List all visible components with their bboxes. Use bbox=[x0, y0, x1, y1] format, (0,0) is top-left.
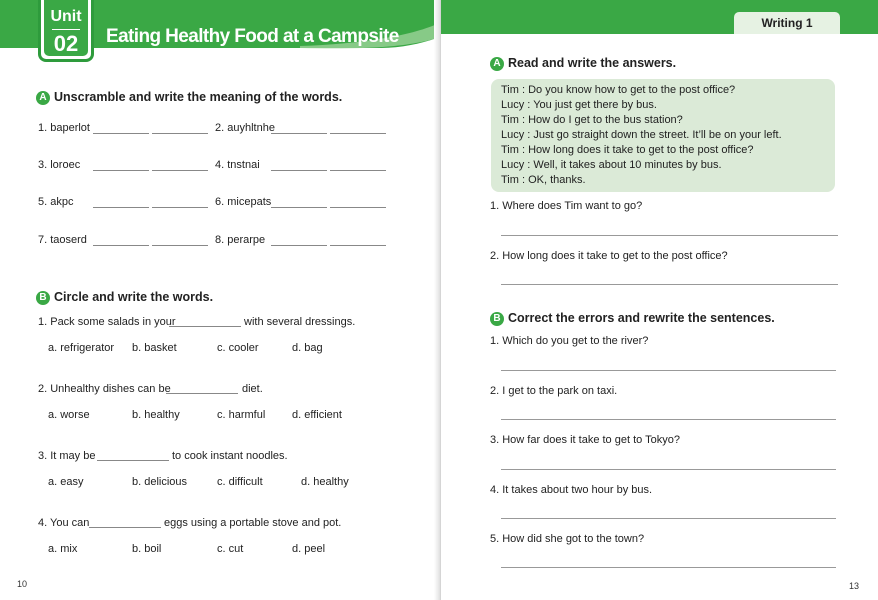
page-number: 13 bbox=[849, 581, 860, 591]
section-a-heading: A Unscramble and write the meaning of the words. bbox=[36, 90, 342, 105]
answer-blank[interactable] bbox=[152, 170, 208, 171]
fill-blank[interactable] bbox=[169, 326, 241, 327]
error-sentence-2: 2. I get to the park on taxi. bbox=[490, 385, 618, 397]
dialog-line: Tim : How long does it take to get to the post office? bbox=[501, 144, 754, 156]
fill-blank[interactable] bbox=[97, 460, 169, 461]
word-item-8: 8. perarpe bbox=[215, 234, 266, 246]
option[interactable]: c. cut bbox=[217, 543, 244, 555]
answer-line[interactable] bbox=[501, 419, 836, 420]
option[interactable]: c. harmful bbox=[217, 409, 266, 421]
answer-blank[interactable] bbox=[330, 133, 386, 134]
option[interactable]: c. difficult bbox=[217, 476, 263, 488]
dialog-line: Tim : OK, thanks. bbox=[501, 174, 586, 186]
answer-line[interactable] bbox=[501, 469, 836, 470]
question-4-stem: 4. You can bbox=[38, 517, 90, 529]
right-header-banner bbox=[441, 0, 878, 42]
reading-question-2: 2. How long does it take to get to the post office? bbox=[490, 250, 728, 262]
error-sentence-3: 3. How far does it take to get to Tokyo? bbox=[490, 434, 680, 446]
option[interactable]: c. cooler bbox=[217, 342, 259, 354]
answer-blank[interactable] bbox=[330, 207, 386, 208]
section-tab: Writing 1 bbox=[734, 12, 840, 34]
unit-number: 02 bbox=[53, 31, 79, 56]
unit-label: Unit bbox=[50, 8, 82, 25]
dialog-line: Tim : How do I get to the bus station? bbox=[501, 114, 683, 126]
section-b-badge-icon: B bbox=[36, 291, 50, 305]
option[interactable]: b. delicious bbox=[132, 476, 188, 488]
answer-blank[interactable] bbox=[93, 245, 149, 246]
section-a-badge-icon: A bbox=[490, 57, 504, 71]
answer-blank[interactable] bbox=[152, 245, 208, 246]
section-b-heading: B Circle and write the words. bbox=[36, 290, 213, 305]
answer-line[interactable] bbox=[501, 567, 836, 568]
dialog-line: Lucy : You just get there by bus. bbox=[501, 99, 657, 111]
word-item-2: 2. auyhltnhe bbox=[215, 122, 275, 134]
word-item-1: 1. baperlot bbox=[38, 122, 90, 134]
answer-blank[interactable] bbox=[271, 245, 327, 246]
left-page bbox=[0, 0, 437, 600]
answer-line[interactable] bbox=[501, 235, 838, 236]
word-item-4: 4. tnstnai bbox=[215, 159, 260, 171]
question-1-stem: 1. Pack some salads in your bbox=[38, 316, 176, 328]
section-b-heading: B Correct the errors and rewrite the sentences. bbox=[490, 311, 775, 326]
word-item-5: 5. akpc bbox=[38, 196, 74, 208]
answer-blank[interactable] bbox=[271, 133, 327, 134]
answer-blank[interactable] bbox=[330, 170, 386, 171]
dialog-line: Tim : Do you know how to get to the post office? bbox=[501, 84, 736, 96]
word-item-6: 6. micepats bbox=[215, 196, 272, 208]
section-a-heading: A Read and write the answers. bbox=[490, 56, 676, 71]
question-2-stem: 2. Unhealthy dishes can be bbox=[38, 383, 171, 395]
option[interactable]: a. refrigerator bbox=[48, 342, 115, 354]
answer-blank[interactable] bbox=[271, 207, 327, 208]
unit-header-banner bbox=[0, 0, 437, 58]
question-1-tail: with several dressings. bbox=[244, 316, 356, 328]
error-sentence-1: 1. Which do you get to the river? bbox=[490, 335, 649, 347]
answer-line[interactable] bbox=[501, 518, 836, 519]
answer-blank[interactable] bbox=[93, 170, 149, 171]
question-4-tail: eggs using a portable stove and pot. bbox=[164, 517, 342, 529]
right-page bbox=[441, 0, 878, 600]
option[interactable]: d. peel bbox=[292, 543, 326, 555]
section-a-badge-icon: A bbox=[36, 91, 50, 105]
page-number: 10 bbox=[17, 579, 28, 589]
question-2-tail: diet. bbox=[242, 383, 263, 395]
option[interactable]: d. healthy bbox=[301, 476, 349, 488]
question-3-stem: 3. It may be bbox=[38, 450, 96, 462]
answer-blank[interactable] bbox=[93, 133, 149, 134]
option[interactable]: a. easy bbox=[48, 476, 84, 488]
answer-blank[interactable] bbox=[152, 133, 208, 134]
error-sentence-4: 4. It takes about two hour by bus. bbox=[490, 484, 653, 496]
answer-line[interactable] bbox=[501, 284, 838, 285]
answer-blank[interactable] bbox=[330, 245, 386, 246]
dialog-line: Lucy : Well, it takes about 10 minutes by bus. bbox=[501, 159, 722, 171]
option[interactable]: b. boil bbox=[132, 543, 162, 555]
section-b-badge-icon: B bbox=[490, 312, 504, 326]
option[interactable]: a. mix bbox=[48, 543, 78, 555]
page-title: Eating Healthy Food at a Campsite bbox=[106, 26, 399, 47]
dialog-box bbox=[491, 79, 835, 192]
word-item-7: 7. taoserd bbox=[38, 234, 87, 246]
error-sentence-5: 5. How did she got to the town? bbox=[490, 533, 645, 545]
question-3-tail: to cook instant noodles. bbox=[172, 450, 288, 462]
unit-badge bbox=[38, 0, 94, 62]
word-item-3: 3. loroec bbox=[38, 159, 81, 171]
reading-question-1: 1. Where does Tim want to go? bbox=[490, 200, 643, 212]
fill-blank[interactable] bbox=[166, 393, 238, 394]
option[interactable]: d. bag bbox=[292, 342, 323, 354]
fill-blank[interactable] bbox=[89, 527, 161, 528]
option[interactable]: d. efficient bbox=[292, 409, 342, 421]
option[interactable]: b. healthy bbox=[132, 409, 180, 421]
answer-blank[interactable] bbox=[93, 207, 149, 208]
answer-line[interactable] bbox=[501, 370, 836, 371]
answer-blank[interactable] bbox=[271, 170, 327, 171]
option[interactable]: b. basket bbox=[132, 342, 177, 354]
option[interactable]: a. worse bbox=[48, 409, 90, 421]
dialog-line: Lucy : Just go straight down the street. It’ll be on your left. bbox=[501, 129, 782, 141]
answer-blank[interactable] bbox=[152, 207, 208, 208]
